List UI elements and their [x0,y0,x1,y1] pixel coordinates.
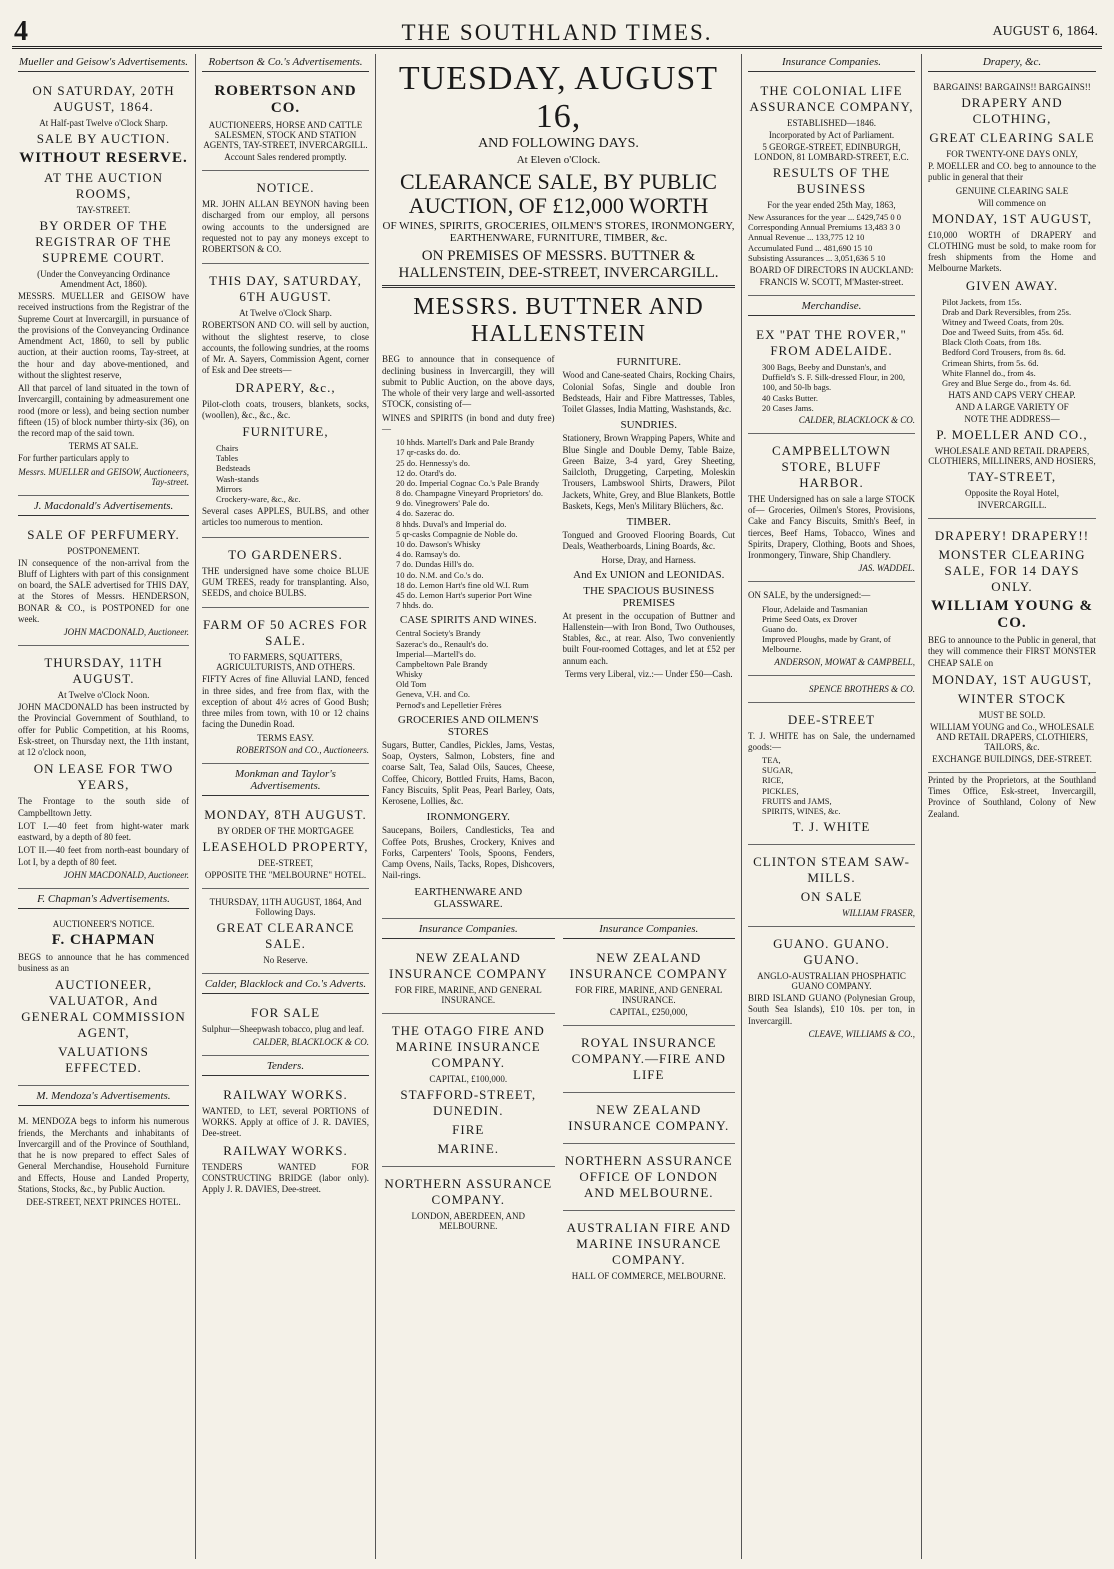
wine-item: 7 hhds. do. [396,600,434,611]
young-firm: WILLIAM YOUNG & CO. [931,598,1093,632]
hero-firm: MESSRS. BUTTNER AND HALLENSTEIN [413,294,704,348]
anderson-signature: ANDERSON, MOWAT & CAMPBELL, [774,656,915,667]
case-item: Pernod's and Lepelletier Frères [396,699,502,710]
hero-goods: OF WINES, SPIRITS, GROCERIES, OILMEN'S STORES, IRONMONGERY, EARTHENWARE, FURNITURE, TIMBER, &c. [382,220,735,245]
clearance-date: THURSDAY, 11TH AUGUST, 1864, And Following Days. [209,896,362,917]
on-sale-title: ON SALE, by the undersigned:— [748,590,871,601]
columns [12,54,1102,1559]
hero-intro: BEG to announce that in consequence of declining business in Invercargill, they will submit to Public Auction, on the above days, The whole of their very large and well-assorted STOCK, consisting of— [382,354,555,410]
clinton-on-sale: ON SALE [800,889,863,905]
moeller-tay: TAY-STREET, [967,469,1057,485]
sale-body: MESSRS. MUELLER and GEISOW have received instructions from the Registrar of the Supreme Court at Invercargill, in pursuance of the provisions of the Conveyancing Ordinance Amendment Act, 1860, to sell by public auction, at their auction rooms, Tay-street, at the hour and day above-mentioned, and without the slightest reserve, [18,291,189,380]
column-5 [922,54,1102,1559]
moeller-wholesale: WHOLESALE AND RETAIL DRAPERS, CLOTHIERS, MILLINERS, AND HOSIERS, [928,446,1096,467]
farm-terms: TERMS EASY. [257,732,314,743]
case-item: Old Tom [396,679,427,690]
calder-body: Sulphur—Sheepwash tobacco, plug and leaf. [202,1023,364,1034]
wine-item: 8 hhds. Duval's and Imperial do. [396,518,507,529]
nz-ins-sub: FOR FIRE, MARINE, AND GENERAL INSURANCE. [394,984,542,1005]
royal-title: ROYAL INSURANCE COMPANY.—FIRE AND LIFE [571,1034,726,1082]
this-day-body: ROBERTSON AND CO. will sell by auction, without the slightest reserve, to close accounts, the following sundries, at the rooms of Mr. A. Sayers, Commission Agent, corner of Esk and Dee streets— [202,320,369,376]
this-day-time: At Twelve o'Clock Sharp. [239,308,332,319]
furniture-body: Wood and Cane-seated Chairs, Rocking Chairs, Colonial Sofas, Single and double Iron Bedsteads, Hair and Fibre Mattresses, Tables, Toilet Glasses, India Matting, Washstands, &c. [562,370,735,415]
section-head: F. Chapman's Advertisements. [18,891,189,909]
advert-clinton [748,847,915,927]
price-item: Witney and Tweed Coats, from 20s. [942,316,1064,327]
white-item: TEA, [762,755,781,766]
hero-time: At Eleven o'Clock. [516,154,601,166]
robertson-sub: AUCTIONEERS, HORSE AND CATTLE SALESMEN, STOCK AND STATION AGENTS, TAY-STREET, INVERCARGILL. [203,120,368,150]
iron-heading: IRONMONGERY. [426,811,510,824]
price-item: Grey and Blue Serge do., from 4s. 6d. [942,378,1071,388]
sundries-heading: SUNDRIES. [620,419,678,432]
wine-item: 12 do. Otard's do. [396,467,457,478]
wine-item: 17 qr-casks do. do. [396,447,461,458]
monkman-dee: DEE-STREET, [257,857,314,868]
issue-date: AUGUST 6, 1864. [992,24,1098,39]
pat-item: 20 Cases Jams. [762,402,814,413]
nz-ins2-capital: CAPITAL, £250,000, [609,1006,688,1017]
wine-item: 18 do. Lemon Hart's fine old W.I. Rum [396,579,529,590]
hero-following: AND FOLLOWING DAYS. [478,136,639,151]
advert-nz-insurance-3 [563,1095,736,1144]
section-head: Monkman and Taylor's Advertisements. [202,766,369,796]
campbell-title: CAMPBELLTOWN STORE, BLUFF HARBOR. [772,442,891,490]
monkman-date: MONDAY, 8TH AUGUST. [204,806,367,822]
white-item: FRUITS and JAMS, [762,795,832,806]
genuine-sale: GENUINE CLEARING SALE [955,185,1069,196]
case-item: Imperial—Martell's do. [396,648,476,659]
guano-title: GUANO. GUANO. GUANO. [773,936,890,968]
case-item: Campbeltown Pale Brandy [396,658,488,669]
sale-time: At Half-past Twelve o'Clock Sharp. [39,118,168,128]
large-variety: AND A LARGE VARIETY OF [955,402,1069,413]
chapman-name: F. CHAPMAN [51,931,156,948]
advert-northern [382,1169,555,1239]
advert-colonial-life [748,76,915,296]
hero-split [382,352,735,911]
colonial-office: 5 GEORGE-STREET, EDINBURGH, LONDON, 81 LOMBARD-STREET, E.C. [754,142,909,162]
advert-nz-insurance-2 [563,943,736,1026]
price-item: Drab and Dark Reversibles, from 25s. [942,306,1072,317]
chapman-title: AUCTIONEER, VALUATOR, And GENERAL COMMISSION AGENT, [21,977,186,1041]
white-item: SPIRITS, WINES, &c. [762,806,841,816]
section-head: M. Mendoza's Advertisements. [18,1088,189,1106]
advert-spence [748,678,915,703]
pat-signature: CALDER, BLACKLOCK & CO. [798,414,915,425]
advert-this-day [202,266,369,537]
advert-robertson [202,76,369,171]
robertson-firm: ROBERTSON AND CO. [214,83,357,116]
results-row: Accumulated Fund ... 481,690 15 10 [748,242,873,253]
moeller-monday: MONDAY, 1ST AUGUST, [931,210,1093,226]
winter-stock: WINTER STOCK [957,690,1067,706]
nz-ins2-sub: FOR FIRE, MARINE, AND GENERAL INSURANCE. [575,984,723,1005]
results-row: Corresponding Annual Premiums 13,483 3 0 [748,222,901,233]
guano-company: ANGLO-AUSTRALIAN PHOSPHATIC GUANO COMPANY. [757,971,906,992]
lease-date: THURSDAY, 11TH AUGUST. [44,655,163,686]
monkman-leasehold: LEASEHOLD PROPERTY, [202,838,369,854]
advert-guano [748,929,915,1047]
section-head: Calder, Blacklock and Co.'s Adverts. [202,976,369,994]
twenty-one-days: FOR TWENTY-ONE DAYS ONLY, [946,149,1078,159]
results-row: New Assurances for the year ... £429,745 0 0 [748,212,901,222]
wine-item: 5 qr-casks Compagnie de Noble do. [396,528,518,539]
furniture-list [216,443,369,504]
ex-ships: And Ex UNION and LEONIDAS. [573,568,725,581]
advert-railway [202,1080,369,1204]
great-clearing: GREAT CLEARING SALE [929,130,1095,145]
premises-body: At present in the occupation of Buttner and Hallenstein—with Iron Bond, Two Outhouses, Stables, &c., at rear. Also, Two conveniently built Four-roomed Cottages, and let at £52 per annum each. [562,610,735,666]
wine-item: 10 hhds. Martell's Dark and Pale Brandy [396,437,535,448]
commence: Will commence on [977,197,1047,208]
advert-otago [382,1016,555,1167]
sale-street: TAY-STREET. [76,205,131,215]
section-head: Tenders. [202,1058,369,1076]
hero-premises: ON PREMISES OF MESSRS. BUTTNER & HALLENSTEIN, DEE-STREET, INVERCARGILL. [398,248,719,282]
pat-item: 40 Casks Butter. [762,392,818,403]
furniture-item: Crockery-ware, &c., &c. [216,493,301,504]
case-list [396,628,555,710]
chapman-valuations: VALUATIONS EFFECTED. [58,1044,149,1076]
advert-notice [202,173,369,264]
sale-ordinance: (Under the Conveyancing Ordinance Amendment Act, 1860). [37,269,170,289]
railway-title: RAILWAY WORKS. [223,1086,348,1102]
gardeners-title: TO GARDENERS. [228,546,343,562]
white-item: SUGAR, [762,765,793,776]
moeller-opposite: Opposite the Royal Hotel, [965,488,1059,499]
farm-to: TO FARMERS, SQUATTERS, AGRICULTURISTS, AND OTHERS. [216,652,355,673]
timber-heading: TIMBER. [626,516,671,529]
northern-office: LONDON, ABERDEEN, AND MELBOURNE. [411,1210,525,1231]
on-sale-item: Guano do. [762,624,798,634]
column-4 [742,54,922,1559]
postponement-signature: JOHN MACDONALD, Auctioneer. [63,627,189,637]
lease-lot-2: LOT II.—40 feet from north-east boundary of Lot I, by a depth of 80 feet. [18,845,189,867]
sale-place: AT THE AUCTION ROOMS, [44,170,163,201]
advert-northern-2 [563,1146,736,1211]
drapery-heading: DRAPERY, &c., [235,379,336,395]
white-body: T. J. WHITE has on Sale, the undernamed goods:— [748,730,915,752]
sale-by: SALE BY AUCTION. [36,131,171,146]
ten-thousand: £10,000 WORTH of DRAPERY and CLOTHING must be sold, to make room for fresh shipments from the Home and Melbourne Markets. [928,229,1096,274]
section-head: Mueller and Geisow's Advertisements. [18,54,189,72]
white-list [762,755,915,816]
on-sale-item: Flour, Adelaide and Tasmanian [762,603,868,614]
monkman-order: BY ORDER OF THE MORTGAGEE [217,825,354,836]
sale-terms: TERMS AT SALE. [68,441,139,452]
sale-signature: Messrs. MUELLER and GEISOW, Auctioneers, Tay-street. [18,466,189,487]
pat-title: EX "PAT THE ROVER," FROM ADELAIDE. [756,326,907,358]
advert-buttner-hallenstein [382,54,735,919]
moeller-inv: INVERCARGILL. [977,500,1047,511]
case-item: Whisky [396,669,423,680]
hero-right [563,352,736,911]
lease-body: JOHN MACDONALD has been instructed by the Provincial Government of Southland, to offer for Public Competition, at his Rooms, Esk-street, on Thursday next, the 11th instant, at 12 o'clock noon, [18,702,189,757]
moeller-firm: P. MOELLER AND CO., [936,427,1088,443]
clearance-title: GREAT CLEARANCE SALE. [216,919,355,951]
advert-moeller [928,76,1096,519]
terms-liberal: Terms very Liberal, viz.:— Under £50—Cash. [564,668,733,679]
perfumery-title: SALE OF PERFUMERY. [27,526,180,542]
premises-heading: THE SPACIOUS BUSINESS PREMISES [583,584,715,609]
white-item: RICE, [762,775,784,786]
lease-detail: The Frontage to the south side of Campbelltown Jetty. [18,796,189,818]
notice-title: NOTICE. [256,180,315,195]
guano-signature: CLEAVE, WILLIAMS & CO., [808,1028,915,1039]
clinton-signature: WILLIAM FRASER, [842,908,915,919]
divider [382,285,735,288]
section-head: Insurance Companies. [563,921,736,939]
groceries-body: Sugars, Butter, Candles, Pickles, Jams, Vestas, Soap, Oysters, Salmon, Lobsters, fine and coarse Salt, Tea, Salad Oils, Sauces, Cheese, Coffee, Chicory, Bottled Fruits, Hams, Bacon, Fancy Biscuits, Split Peas, Pearl Barley, Oats, Kerosene, Lollies, &c. [382,739,555,807]
guano-body: BIRD ISLAND GUANO (Polynesian Group, South Sea Islands), £10 10s. per ton, in Invercargill. [748,993,915,1026]
results-row: Subsisting Assurances ... 3,051,636 5 10 [748,252,886,263]
price-item: Pilot Jackets, from 15s. [942,296,1022,307]
wine-item: 10 do. N.M. and Co.'s do. [396,569,484,580]
colonial-incorporated: Incorporated by Act of Parliament. [768,130,895,140]
otago-marine: MARINE. [437,1140,500,1156]
wine-item: 20 do. Imperial Cognac Co.'s Pale Brandy [396,477,540,488]
campbell-body: THE Undersigned has on sale a large STOCK of— Groceries, Oilmen's Stores, Provisions, Cake and Fancy Biscuits, Smith's Beef, in tierces, Beef Hams, Tobacco, Wines and Spirits, Drapery, Clothing, Boots and Shoes, Ironmongery, Tinware, Ship Chandlery. [748,493,915,561]
nz-ins3-title: NEW ZEALAND INSURANCE COMPANY. [568,1101,730,1133]
bargains: BARGAINS! BARGAINS!! BARGAINS!! [933,82,1091,92]
price-item: White Flannel do., from 4s. [942,367,1036,378]
this-day: THIS DAY, SATURDAY, 6TH AUGUST. [209,273,362,305]
hero-clearance: CLEARANCE SALE, BY PUBLIC AUCTION, OF £12,000 WORTH [400,169,717,219]
sale-reserve: WITHOUT RESERVE. [19,150,188,166]
given-away: GIVEN AWAY. [965,277,1059,293]
case-heading: CASE SPIRITS AND WINES. [399,614,537,627]
wine-item: 8 do. Champagne Vineyard Proprietors' do. [396,488,543,499]
section-head: Insurance Companies. [382,921,555,939]
nz-ins2-title: NEW ZEALAND INSURANCE COMPANY [569,949,728,981]
advert-farm [202,610,369,763]
campbell-signature: JAS. WADDEL. [858,563,915,574]
advert-registrar-sale [18,76,189,496]
robertson-note: Account Sales rendered promptly. [224,152,347,162]
farm-signature: ROBERTSON and CO., Auctioneers. [236,744,369,755]
lease-title: ON LEASE FOR TWO YEARS, [33,761,174,793]
young-address: WILLIAM YOUNG and Co., WHOLESALE AND RETAIL DRAPERS, CLOTHIERS, TAILORS, &c. [930,721,1094,752]
column-1 [12,54,196,1559]
chapman-notice: AUCTIONEER'S NOTICE. [52,918,155,929]
advert-white [748,705,915,846]
advert-on-sale [748,584,915,675]
horse-dray: Horse, Dray, and Harness. [601,554,696,565]
case-item: Central Society's Brandy [396,628,481,639]
wine-item: 10 do. Dawson's Whisky [396,539,481,549]
wine-item: 4 do. Sazerac do. [396,508,455,519]
mendoza-body: M. MENDOZA begs to inform his numerous friends, the Merchants and inhabitants of Invercargill and of the Province of Southland, that he is now prepared to effect Sales of General Merchandise, Household Furniture and Effects, House and Landed Property, Stations, Stocks, &c., by Public Auction. [18,1116,189,1194]
price-item: Crimean Shirts, from 5s. 6d. [942,357,1039,368]
timber-body: Tongued and Grooved Flooring Boards, Cut Deals, Weatherboards, Lining Boards, &c. [562,530,735,552]
column-2 [196,54,376,1559]
sale-body-2: All that parcel of land situated in the town of Invercargill, containing by admeasurement one rood (more or less), and being section number fifteen (15) of block number thirty-six (36), on the record map of the said town. [18,383,189,438]
furniture-heading: FURNITURE. [616,356,681,369]
on-sale-list [762,604,915,655]
furniture-item: Bedsteads [216,463,251,474]
moeller-body: P. MOELLER and CO. beg to announce to the public in general that their [928,161,1096,183]
advert-nz-insurance [382,943,555,1014]
page-number: 4 [14,16,28,47]
section-head: J. Macdonald's Advertisements. [18,498,189,516]
wine-item: 9 do. Vinegrowers' Pale do. [396,498,490,509]
advert-gardeners [202,540,369,609]
monkman-opposite: OPPOSITE THE "MELBOURNE" HOTEL. [204,869,367,880]
case-item: Sazerac's do., Renault's do. [396,638,489,649]
otago-capital: CAPITAL, £100,000. [429,1073,508,1084]
note-address: NOTE THE ADDRESS— [964,414,1060,425]
gardeners-body: THE undersigned have some choice BLUE GUM TREES, ready for transplanting. Also, SEEDS, and choice BULBS. [202,565,369,599]
furniture-item: Mirrors [216,483,242,494]
must-be-sold: MUST BE SOLD. [978,709,1046,720]
advert-royal [563,1028,736,1093]
colonial-title: THE COLONIAL LIFE ASSURANCE COMPANY, [749,83,914,114]
section-head: Drapery, &c. [928,54,1096,72]
advert-mendoza [18,1110,189,1215]
railway-body: WANTED, to LET, several PORTIONS of WORKS. Apply at office of J. R. DAVIES, Dee-street. [202,1105,369,1139]
sale-order: BY ORDER OF THE REGISTRAR OF THE SUPREME COURT. [35,218,172,265]
exchange-buildings: EXCHANGE BUILDINGS, DEE-STREET. [932,753,1092,764]
pat-item: 300 Bags, Beeby and Dunstan's, and Duffield's S. F. Silk-dressed Flour, in 200, 100, and 50-lb bags. [762,361,905,393]
australian-title: AUSTRALIAN FIRE AND MARINE INSURANCE COMPANY. [566,1219,731,1267]
hero-date: TUESDAY, AUGUST 16, [398,60,719,135]
case-item: Geneva, V.H. and Co. [396,689,471,700]
notice-body: MR. JOHN ALLAN BEYNON having been discharged from our employ, all persons owing accounts to the undersigned are requested not to pay any moneys except to ROBERTSON & CO. [202,199,369,254]
furniture-item: Tables [216,453,239,464]
price-item: Black Cloth Coats, from 18s. [942,337,1042,348]
farm-title: FARM OF 50 ACRES FOR SALE. [203,617,368,649]
calder-signature: CALDER, BLACKLOCK & CO. [252,1036,369,1047]
clearance-reserve: No Reserve. [263,954,308,965]
drapery-drapery: DRAPERY! DRAPERY!! [934,528,1090,544]
printer-imprint: Printed by the Proprietors, at the Southland Times Office, Esk-street, Invercargill, Province of Southland, Colony of New Zealand. [928,774,1096,819]
advert-chapman [18,913,189,1087]
sale-date: ON SATURDAY, 20TH AUGUST, 1864. [32,83,175,114]
earth-heading: EARTHENWARE AND GLASSWARE. [414,885,523,910]
hats-caps: HATS AND CAPS VERY CHEAP. [948,390,1076,401]
wine-item: 4 do. Ramsay's do. [396,549,461,560]
advert-clearance [202,891,369,974]
otago-office: STAFFORD-STREET, DUNEDIN. [400,1086,537,1118]
results-row: Annual Revenue ... 133,775 12 10 [748,232,865,243]
apples-note: Several cases APPLES, BULBS, and other articles too numerous to mention. [202,506,369,528]
drapery-clothing: DRAPERY AND CLOTHING, [961,95,1063,126]
on-sale-item: Improved Ploughs, made by Grant, of Melbourne. [762,634,891,655]
advert-pat-rover [748,320,915,434]
hero-left [382,352,555,911]
australian-office: HALL OF COMMERCE, MELBOURNE. [571,1270,726,1281]
results-title: RESULTS OF THE BUSINESS [772,165,891,196]
railway-title-2: RAILWAY WORKS. [223,1142,348,1158]
pat-list [762,362,915,413]
newspaper-title: THE SOUTHLAND TIMES. [401,20,713,45]
northern2-title: NORTHERN ASSURANCE OFFICE OF LONDON AND MELBOURNE. [564,1152,733,1200]
mendoza-street: DEE-STREET, NEXT PRINCES HOTEL. [26,1197,181,1207]
railway-body-2: TENDERS WANTED FOR CONSTRUCTING BRIDGE (labor only). Apply J. R. DAVIES, Dee-street. [202,1161,369,1195]
chapman-body: BEGS to announce that he has commenced business as an [18,951,189,973]
advert-young [928,521,1096,773]
calder-for-sale: FOR SALE [250,1004,321,1020]
insurance-right [563,921,736,1291]
column-3 [376,54,742,1559]
results-table [748,212,915,263]
sundries-body: Stationery, Brown Wrapping Papers, White and Blue Single and Double Demy, Table Baize, Green Baize, 3-4 yard, Grey Sheeting, Sailcloth, Druggeting, Carpeting, Moleskin Trousers, Lambswool Shirts, Drawers, Pilot Jackets, White, Grey, and Blue Blankets, Bottle Baskets, Kegs, Men's Military Blüchers, &c. [562,433,735,511]
section-head: Insurance Companies. [748,54,915,72]
lease-signature: JOHN MACDONALD, Auctioneer. [63,869,189,880]
wines-heading: WINES and SPIRITS (in bond and duty free)— [382,412,555,434]
wine-item: 45 do. Lemon Hart's superior Port Wine [396,589,532,600]
groceries-heading: GROCERIES AND OILMEN'S STORES [397,713,539,738]
on-sale-item: Prime Seed Oats, ex Drover [762,613,858,624]
sale-apply: For further particulars apply to [18,453,129,464]
masthead [12,16,1102,49]
colonial-established: ESTABLISHED—1846. [786,118,877,128]
clinton-title: CLINTON STEAM SAW-MILLS. [753,854,910,886]
white-item: PICKLES, [762,785,799,796]
drapery-detail: Pilot-cloth coats, trousers, blankets, socks, (woollen), &c., &c., &c. [202,398,369,420]
white-dee: DEE-STREET [787,711,876,727]
northern-title: NORTHERN ASSURANCE COMPANY. [384,1175,553,1207]
postponement-title: POSTPONEMENT. [67,545,140,556]
farm-body: FIFTY Acres of fine Alluvial LAND, fenced in three sides, and free from flax, with the exception of about 4½ acres of Good Bush; three miles from town, with 10 or 12 chains facing the Dunedin Road. [202,674,369,730]
young-monday: MONDAY, 1ST AUGUST, [931,671,1093,687]
advert-campbelltown [748,436,915,583]
advert-australian [563,1213,736,1289]
advert-perfumery [18,520,189,647]
price-item: Doe and Tweed Suits, from 45s. 6d. [942,327,1064,338]
monster-sale: MONSTER CLEARING SALE, FOR 14 DAYS ONLY. [938,547,1086,595]
white-signature: T. J. WHITE [792,819,871,835]
price-list [942,297,1096,389]
postponement-body: IN consequence of the non-arrival from the Bluff of Lighters with part of this consignment on board, the SALE advertised for THIS DAY, at the Stores of Messrs. HENDERSON, BONAR & CO., is POSTPONED for one week. [18,557,189,624]
lease-time: At Twelve o'Clock Noon. [57,690,150,700]
furniture-item: Wash-stands [216,473,259,484]
insurance-left [382,921,555,1291]
section-head: Robertson & Co.'s Advertisements. [202,54,369,72]
insurance-row [382,921,735,1291]
colonial-agent: FRANCIS W. SCOTT, M'Master-street. [759,276,904,287]
nz-ins-title: NEW ZEALAND INSURANCE COMPANY [389,949,548,981]
wine-item: 7 do. Dundas Hill's do. [396,559,475,570]
advert-calder [202,998,369,1056]
price-item: Bedford Cord Trousers, from 8s. 6d. [942,347,1066,358]
advert-monkman [202,800,369,889]
otago-fire: FIRE [452,1121,485,1137]
results-sub: For the year ended 25th May, 1863, [767,200,896,210]
lease-lot-1: LOT I.—40 feet from hight-water mark eastward, by a depth of 80 feet. [18,820,189,842]
spence-signature: SPENCE BROTHERS & CO. [809,683,915,694]
young-body: BEG to announce to the Public in general, that they will commence their FIRST MONSTER CHEAP SALE on [928,635,1096,668]
wine-item: 25 do. Hennessy's do. [396,457,471,468]
advert-jetty-lease [18,648,189,889]
section-head: Merchandise. [748,298,915,316]
iron-body: Saucepans, Boilers, Candlesticks, Tea and Coffee Pots, Brushes, Crockery, Knives and Forks, Carpenters' Tools, Spoons, Fenders, Camp Ovens, Nails, Tacks, Ropes, Dishcovers, Nail-rings. [382,825,555,881]
furniture-item: Chairs [216,443,239,453]
board-title: BOARD OF DIRECTORS IN AUCKLAND: [749,264,914,275]
furniture-heading: FURNITURE, [242,424,329,439]
otago-title: THE OTAGO FIRE AND MARINE INSURANCE COMPANY. [391,1022,545,1070]
wines-list [396,437,555,610]
